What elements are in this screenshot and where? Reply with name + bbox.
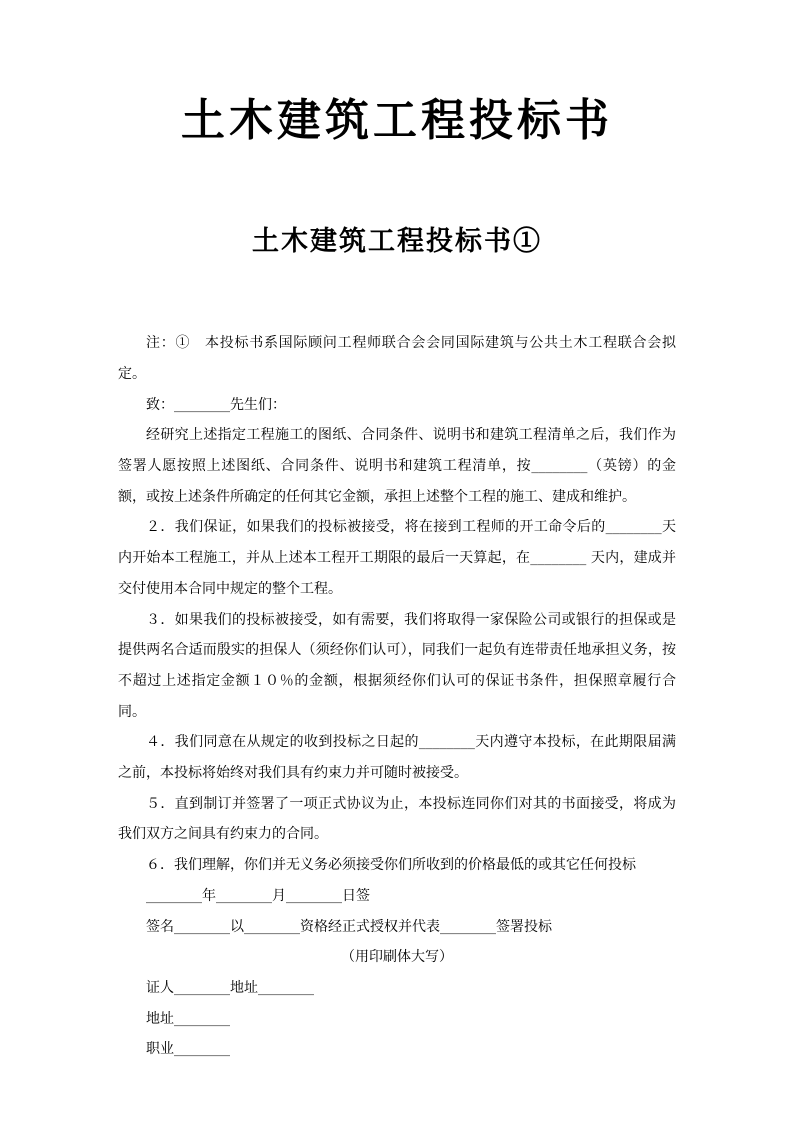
- clause-6-paragraph: ６．我们理解，你们并无义务必须接受你们所收到的价格最低的或其它任何投标: [146, 857, 636, 874]
- witness-address-line: 证人________地址________: [146, 979, 314, 996]
- clause-2-paragraph: ２．我们保证，如果我们的投标被接受，将在接到工程师的开工命令后的________天内开始本工程施工，并从上述本工程开工期限的最后一天算起，在________ 天内，建成并交付使用本合同中规定的整个工程。: [118, 519, 676, 597]
- clause-4-paragraph: ４．我们同意在从规定的收到投标之日起的________天内遵守本投标，在此期限届满之前，本投标将始终对我们具有约束力并可随时被接受。: [118, 734, 676, 782]
- address-line: 地址________: [146, 1010, 230, 1027]
- occupation-line: 职业________: [146, 1041, 230, 1058]
- salutation-line: 致：________先生们：: [146, 396, 286, 413]
- clause-5-paragraph: ５．直到制订并签署了一项正式协议为止，本投标连同你们对其的书面接受，将成为我们双方之间具有约束力的合同。: [118, 795, 676, 843]
- document-body: [0, 328, 794, 1065]
- document-title: 土木建筑工程投标书: [181, 95, 613, 146]
- date-signature-line: ________年________月________日签: [146, 887, 370, 904]
- signature-line: 签名________以________资格经正式授权并代表________签署投标: [146, 918, 552, 935]
- note-paragraph: 注：① 本投标书系国际顾问工程师联合会会同国际建筑与公共土木工程联合会拟定。: [118, 335, 676, 382]
- intro-paragraph: 经研究上述指定工程施工的图纸、合同条件、说明书和建筑工程清单之后，我们作为签署人愿按照上述图纸、合同条件、说明书和建筑工程清单，按________（英镑）的金额，或按上述条件所确定的任何其它金额，承担上述整个工程的施工、建成和维护。: [118, 427, 676, 505]
- section-title: 土木建筑工程投标书①: [252, 225, 542, 257]
- clause-3-paragraph: ３．如果我们的投标被接受，如有需要，我们将取得一家保险公司或银行的担保或是提供两名合适而殷实的担保人（须经你们认可），同我们一起负有连带责任地承担义务，按不超过上述指定金额１０％的金额，根据须经你们认可的保证书条件，担保照章履行合同。: [118, 611, 676, 720]
- print-capitals-note: （用印刷体大写）: [341, 949, 453, 966]
